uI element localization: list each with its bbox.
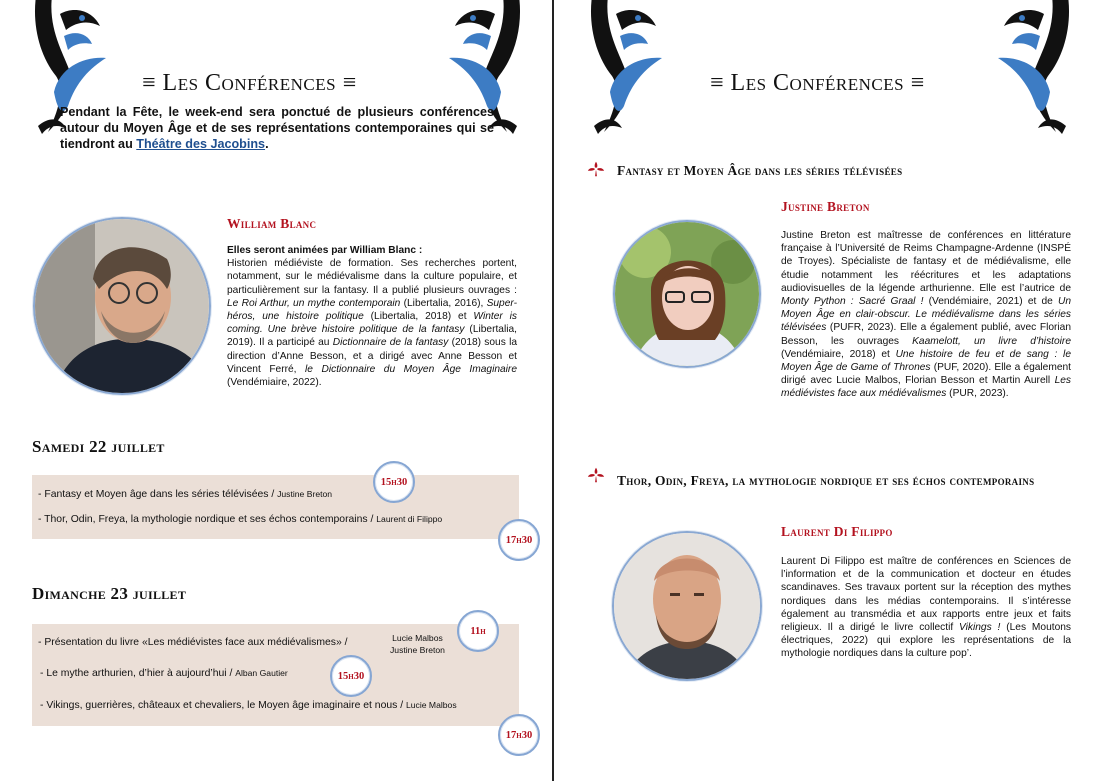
saturday-heading: Samedi 22 juillet xyxy=(32,437,165,456)
program-item xyxy=(40,668,288,679)
page-title: ≡ Les Conférences ≡ xyxy=(710,70,925,96)
bio-text: (Vendémiaire, 2021) et de xyxy=(923,296,1058,308)
item-speaker: Alban Gautier xyxy=(235,668,288,678)
section-heading: Thor, Odin, Freya, la mythologie nordique et ses échos contemporains xyxy=(617,473,1035,488)
time-badge: 15h30 xyxy=(330,655,372,697)
bio-title: Un Moyen Âge en clair-obscur. Le médiévalisme dans les séries télévisées xyxy=(781,296,1071,334)
bio-text: (PUF, 2020). Elle a également dirigé avec Lucie Malbos, Florian Besson et Martin Aurell xyxy=(781,362,1071,387)
intro-text: Pendant la Fête, le week-end sera ponctué de plusieurs conférences autour du Moyen Âge et de ses représentations contemporaines qui se tiendront au xyxy=(60,105,494,151)
bio-title: Super-héros, une histoire politique xyxy=(227,297,517,323)
right-page xyxy=(554,0,1104,781)
item-speakers xyxy=(390,632,445,656)
bio-text: (Libertalia, 2018) et xyxy=(363,311,474,323)
item-title: - Vikings, guerrières, châteaux et chevaliers, le Moyen âge imaginaire et nous / xyxy=(40,700,406,711)
bio-text: (Vendémiaire, 2022). xyxy=(227,377,322,389)
program-item xyxy=(38,514,442,525)
item-speaker: Lucie Malbos xyxy=(392,633,443,643)
bio-title: le Dictionnaire du Moyen Âge Imaginaire xyxy=(305,363,517,375)
intro-end: . xyxy=(265,137,269,151)
speaker-photo-laurent-di-filippo xyxy=(612,531,762,681)
bio-title: Monty Python : Sacré Graal ! xyxy=(781,296,924,308)
item-speaker: Laurent di Filippo xyxy=(376,514,443,524)
item-title: - Le mythe arthurien, d’hier à aujourd’hui / xyxy=(40,668,236,679)
item-title: - Thor, Odin, Freya, la mythologie nordique et ses échos contemporains / xyxy=(38,514,377,525)
speaker-bio xyxy=(781,555,1071,661)
bio-text: (Libertalia, 2016), xyxy=(400,297,487,309)
speaker-name: William Blanc xyxy=(227,216,317,231)
theatre-link[interactable]: Théâtre des Jacobins xyxy=(136,137,266,151)
ornament-right-icon xyxy=(994,0,1074,136)
bio-title: Winter is coming. Une brève histoire politique de la fantasy xyxy=(227,311,518,336)
section-heading: Fantasy et Moyen Âge dans les séries télévisées xyxy=(617,163,903,178)
speaker-bio xyxy=(781,229,1071,401)
bio-title: Le Roi Arthur, un mythe contemporain xyxy=(227,297,401,309)
bio-title: Les médiévistes face aux médiévalismes xyxy=(781,375,1071,400)
time-badge: 11h xyxy=(457,610,499,652)
item-title: - Fantasy et Moyen âge dans les séries télévisées / xyxy=(38,489,278,500)
ornament-left-icon xyxy=(586,0,666,136)
bio-text: (Vendémiaire, 2018) et xyxy=(781,348,896,360)
program-item xyxy=(38,637,348,648)
intro-paragraph xyxy=(60,104,494,152)
bio-text: (Libertalia, 2019). Il a participé au xyxy=(227,324,517,349)
bio-text: (Les Moutons électriques, 2022) qui explore les représentations de la mythologie nordiques dans la culture pop’. xyxy=(781,622,1071,660)
item-speaker: Lucie Malbos xyxy=(405,700,457,710)
bio-text: Laurent Di Filippo est maître de conférences en Sciences de l’information et de la communication et docteur en études scandinaves. Ses travaux portent sur la réception des mythes nordiques dans les médias contemporains. Il s’intéresse également au transmédia et aux rapports entre jeux et faits religieux. Il a dirigé le livre collectif xyxy=(781,556,1071,634)
bio-title: Vikings ! xyxy=(959,622,1001,634)
speaker-name: Justine Breton xyxy=(781,199,870,214)
bio-text: Justine Breton est maîtresse de conférences en littérature française à l’Université de Reims Champagne-Ardenne (INSPÉ de Troyes). Spécialiste de fantasy et de médiévalisme, elle étudie notamment les réécritures et les adaptations audiovisuelles de la légende arthurienne. Elle est l’autrice de xyxy=(781,230,1071,294)
speaker-lead: Elles seront animées par William Blanc : xyxy=(227,245,423,256)
speaker-photo-william-blanc xyxy=(33,217,211,395)
bio-title: Dictionnaire de la fantasy xyxy=(332,337,449,349)
page-title: ≡ Les Conférences ≡ xyxy=(142,70,357,96)
sunday-heading: Dimanche 23 juillet xyxy=(32,584,187,603)
bio-text: (PUR, 2023). xyxy=(946,388,1009,400)
program-item xyxy=(40,700,457,711)
time-badge: 17h30 xyxy=(498,519,540,561)
program-item xyxy=(38,489,332,500)
bio-text: (PUFR, 2023). Elle a également publié, avec Florian Besson, les ouvrages xyxy=(781,322,1071,347)
bio-text: (2018) sous la direction d’Anne Besson, et a dirigé avec Anne Besson et Vincent Ferré, xyxy=(227,337,517,375)
bio-text: Historien médiéviste de formation. Ses recherches portent, notamment, sur le médiévalisme dans la culture populaire, et particulièrement sur la fantasy. Il a publié plusieurs ouvrages : xyxy=(227,258,517,296)
bio-title: Kaamelott, un livre d’histoire xyxy=(912,335,1071,347)
item-speaker: Justine Breton xyxy=(277,489,333,499)
bio-title: Une histoire de feu et de sang : le Moyen Âge de Game of Thrones xyxy=(781,348,1071,374)
item-title: - Présentation du livre «Les médiévistes face aux médiévalismes» / xyxy=(38,637,348,648)
time-badge: 17h30 xyxy=(498,714,540,756)
item-speaker: Justine Breton xyxy=(390,645,445,655)
speaker-photo-justine-breton xyxy=(613,220,761,368)
speaker-bio xyxy=(227,244,517,389)
saturday-program xyxy=(32,475,519,539)
time-badge: 15h30 xyxy=(373,461,415,503)
speaker-name: Laurent Di Filippo xyxy=(781,524,893,539)
fleur-icon xyxy=(587,160,605,178)
